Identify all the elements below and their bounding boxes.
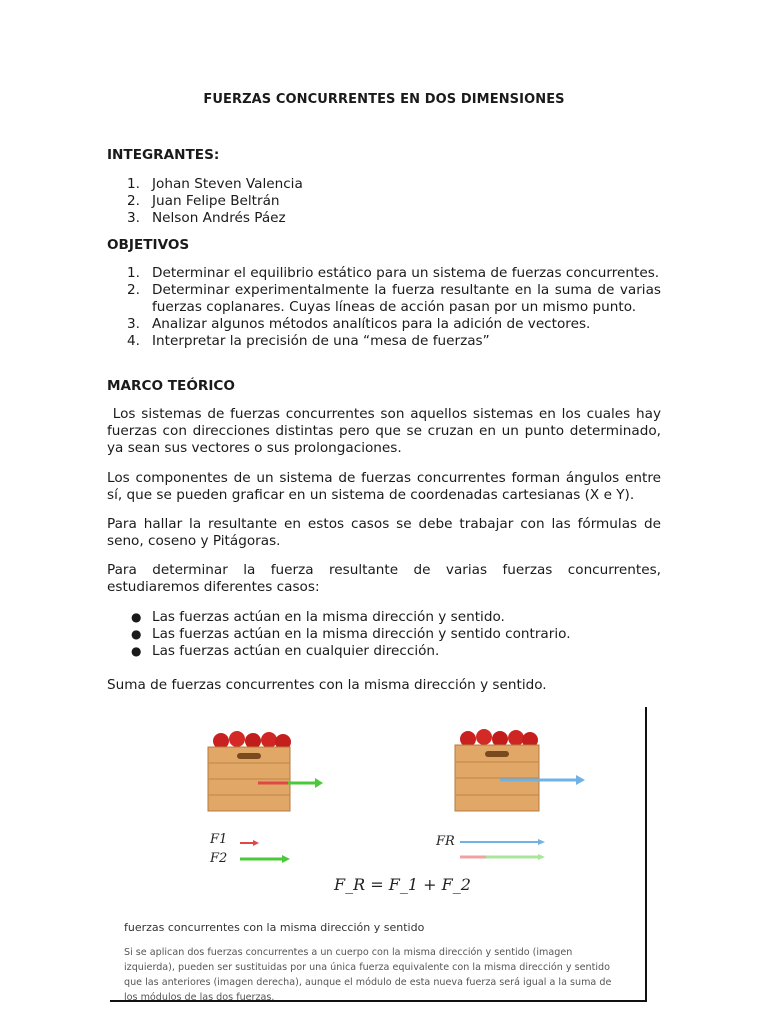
objetivos-list [107, 265, 661, 350]
f1-label: F1 [210, 832, 228, 847]
list-item: ● Las fuerzas actúan en cualquier dirección. [131, 643, 440, 659]
marco-paragraph-2: Los componentes de un sistema de fuerzas concurrentes forman ángulos entre sí, que se pueden graficar en un sistema de coordenadas cartesianas (X e Y). [107, 470, 661, 503]
marco-paragraph-5: Suma de fuerzas concurrentes con la misma dirección y sentido. [107, 677, 547, 693]
list-item: 3. Nelson Andrés Páez [127, 210, 286, 226]
marco-paragraph-4: Para determinar la fuerza resultante de varias fuerzas concurrentes, estudiaremos diferentes casos: [107, 562, 661, 595]
figure-caption-text: Si se aplican dos fuerzas concurrentes a un cuerpo con la misma dirección y sentido (imagen izquierda), pueden ser sustituidas por una única fuerza equivalente con la misma dirección y sentido que las anteriores (imagen derecha), aunque el módulo de esta nueva fuerza será igual a la suma de los módulos de las dos fuerzas. [124, 947, 612, 1003]
list-item: 2. Juan Felipe Beltrán [127, 193, 280, 209]
list-item: 1. Determinar el equilibrio estático para un sistema de fuerzas concurrentes. [127, 265, 660, 281]
resultant-formula: F_R = F_1 + F_2 [334, 875, 471, 894]
fr-label: FR [436, 834, 455, 849]
integrantes-list [107, 176, 661, 227]
right-crate [455, 729, 585, 811]
cases-list [107, 609, 661, 660]
marco-paragraph-1: Los sistemas de fuerzas concurrentes son aquellos sistemas en los cuales hay fuerzas con direcciones distintas pero que se cruzan en un punto determinado, ya sean sus vectores o sus prolongaciones. [107, 406, 666, 456]
list-item: ● Las fuerzas actúan en la misma dirección y sentido. [131, 609, 505, 625]
list-item: 1. Johan Steven Valencia [127, 176, 303, 192]
concurrent-forces-figure [110, 707, 647, 1002]
marco-paragraph-3: Para hallar la resultante en estos casos se debe trabajar con las fórmulas de seno, coseno y Pitágoras. [107, 516, 661, 549]
list-item: ● Las fuerzas actúan en la misma dirección y sentido contrario. [131, 626, 571, 642]
figure-caption-title: fuerzas concurrentes con la misma dirección y sentido [124, 921, 425, 934]
list-item: 4. Interpretar la precisión de una “mesa de fuerzas” [127, 333, 490, 349]
list-item: 2. Determinar experimentalmente la fuerza resultante en la suma de varias fuerzas coplanares. Cuyas líneas de acción pasan por un mismo punto. [127, 282, 661, 315]
left-crate [208, 731, 323, 811]
marco-heading: MARCO TEÓRICO [107, 378, 235, 394]
list-item: 3. Analizar algunos métodos analíticos para la adición de vectores. [127, 316, 591, 332]
objetivos-heading: OBJETIVOS [107, 237, 190, 253]
document-title: FUERZAS CONCURRENTES EN DOS DIMENSIONES [203, 92, 565, 107]
f2-label: F2 [210, 851, 228, 866]
integrantes-heading: INTEGRANTES: [107, 147, 220, 163]
